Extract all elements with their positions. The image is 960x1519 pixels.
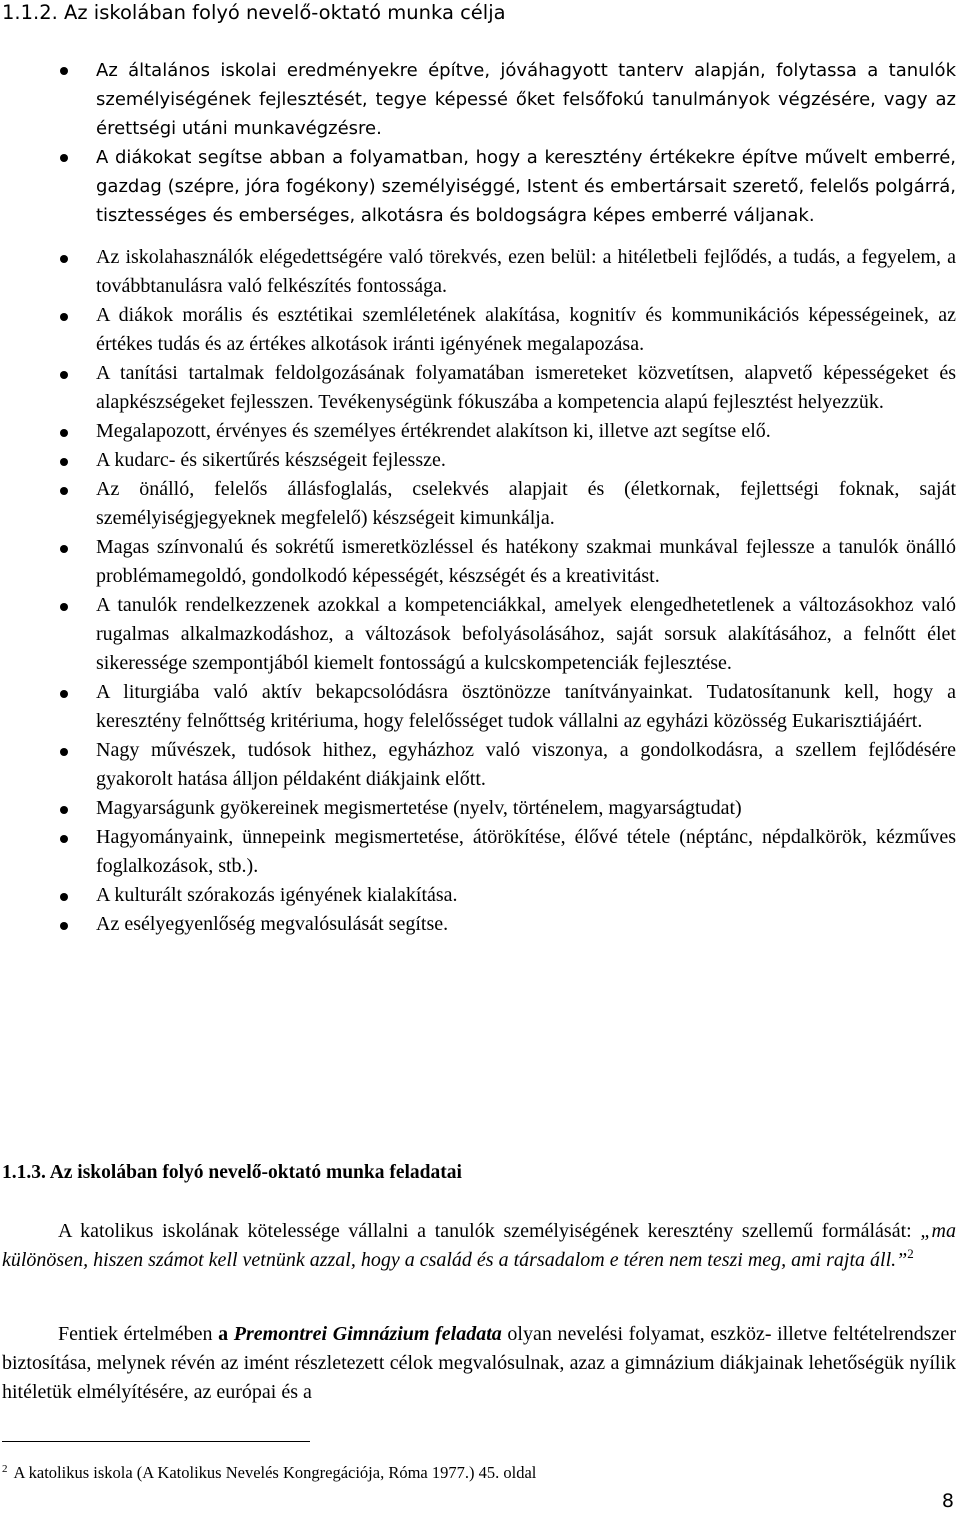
section-heading-tasks xyxy=(2,1160,462,1186)
bullet-icon xyxy=(60,154,68,162)
section-number: 1.1.2. xyxy=(2,1,58,24)
list-item: A kulturált szórakozás igényének kialakítása. xyxy=(0,881,960,910)
goals-list-sans xyxy=(0,56,960,230)
quote: „ma különösen, hiszen számot kell vetnünk azzal, hogy a család és a társadalom e téren nem teszi meg, ami rajta áll.” xyxy=(2,1220,956,1271)
footnote-text: A katolikus iskola (A Katolikus Nevelés Kongregációja, Róma 1977.) 45. oldal xyxy=(13,1463,537,1482)
list-item: Magas színvonalú és sokrétű ismeretközléssel és hatékony szakmai munkával fejlessze a tanulók önálló problémamegoldó, gondolkodó képességét, készségét és a kreativitást. xyxy=(0,533,960,591)
footnote-reference[interactable]: 2 xyxy=(907,1246,914,1261)
list-item: A tanulók rendelkezzenek azokkal a kompetenciákkal, amelyek elengedhetetlenek a változásokhoz való rugalmas alkalmazkodáshoz, a változások befolyásolásához, saját sorsuk alakításához, a felnőtt élet sikeressége szempontjából kiemelt fontosságú a kulcskompetenciák fejlesztése. xyxy=(0,591,960,678)
bullet-icon xyxy=(60,67,68,75)
bullet-icon xyxy=(60,255,68,263)
bullet-icon xyxy=(60,545,68,553)
list-item: A kudarc- és sikertűrés készségeit fejlessze. xyxy=(0,446,960,475)
bullet-icon xyxy=(60,922,68,930)
bullet-icon xyxy=(60,313,68,321)
school-name-emphasis: Premontrei Gimnázium feladata xyxy=(233,1323,502,1345)
page-number: 8 xyxy=(941,1490,954,1512)
list-item: Nagy művészek, tudósok hithez, egyházhoz való viszonya, a gondolkodásra, a szellem fejlődésére gyakorolt hatása álljon példaként diákjaink előtt. xyxy=(0,736,960,794)
list-item: A diákokat segítse abban a folyamatban, hogy a keresztény értékekre építve művelt emberré, gazdag (szépre, jóra fogékony) személyiséggé, Istent és embertársait szerető, felelős polgárrá, tisztességes és emberséges, alkotásra és boldogságra képes emberré váljanak. xyxy=(0,143,960,230)
section-number: 1.1.3. xyxy=(2,1162,46,1183)
list-item: Hagyományaink, ünnepeink megismertetése, átörökítése, élővé tétele (néptánc, népdalkörök, kézműves foglalkozások, stb.). xyxy=(0,823,960,881)
list-item: Az esélyegyenlőség megvalósulását segítse. xyxy=(0,910,960,939)
bullet-icon xyxy=(60,835,68,843)
paragraph-catholic-school: A katolikus iskolának kötelessége vállalni a tanulók személyiségének keresztény szellemű formálását: „ma különösen, hiszen számot kell vetnünk azzal, hogy a család és a társadalom e téren nem teszi meg, ami rajta áll.”$^2$ xyxy=(2,1220,956,1271)
bullet-icon xyxy=(60,458,68,466)
bullet-icon xyxy=(60,487,68,495)
section-heading-goals xyxy=(2,0,506,26)
section-title: Az iskolában folyó nevelő-oktató munka célja xyxy=(64,1,506,24)
list-item: A diákok morális és esztétikai szemléletének alakítása, kognitív és kommunikációs képességeinek, az értékes tudás és az értékes alkotások iránti igényének megalapozása. xyxy=(0,301,960,359)
list-item: Az önálló, felelős állásfoglalás, cselekvés alapjait és (életkornak, fejlettségi foknak, saját személyiségjegyeknek megfelelő) készségeit kimunkálja. xyxy=(0,475,960,533)
bullet-icon xyxy=(60,690,68,698)
list-item: Az iskolahasználók elégedettségére való törekvés, ezen belül: a hitéletbeli fejlődés, a tudás, a fegyelem, a továbbtanulásra való felkészítés fontossága. xyxy=(0,243,960,301)
list-item: A tanítási tartalmak feldolgozásának folyamatában ismereteket közvetítsen, alapvető képességeket és alapkészségeket fejlesszen. Tevékenységünk fókuszába a kompetencia alapú fejlesztést helyezzük. xyxy=(0,359,960,417)
list-item: Megalapozott, érvényes és személyes értékrendet alakítson ki, illetve azt segítse elő. xyxy=(0,417,960,446)
list-item: Az általános iskolai eredményekre építve, jóváhagyott tanterv alapján, folytassa a tanulók személyiségének fejlesztését, tegye képessé őket felsőfokú tanulmányok végzésére, vagy az érettségi utáni munkavégzésre. xyxy=(0,56,960,143)
footnote-divider xyxy=(2,1441,310,1442)
bullet-icon xyxy=(60,748,68,756)
section-title: Az iskolában folyó nevelő-oktató munka feladatai xyxy=(49,1162,462,1183)
bullet-icon xyxy=(60,603,68,611)
list-item: Magyarságunk gyökereinek megismertetése (nyelv, történelem, magyarságtudat) xyxy=(0,794,960,823)
bullet-icon xyxy=(60,806,68,814)
goals-list-serif xyxy=(0,243,960,939)
paragraph-premontrei: Fentiek értelmében a Premontrei Gimnázium feladata olyan nevelési folyamat, eszköz- illetve feltételrendszer biztosítása, melynek révén az imént részletezett célok megvalósulnak, azaz a gimnázium diákjainak lehetőségük nyílik hitéletük elmélyítésére, az európai és a xyxy=(2,1323,957,1403)
footnote-number: 2 xyxy=(2,1463,8,1475)
bullet-icon xyxy=(60,371,68,379)
list-item: A liturgiába való aktív bekapcsolódásra ösztönözze tanítványainkat. Tudatosítanunk kell, hogy a keresztény felnőttség kritériuma, hogy felelősséget tudok vállalni az egyházi közösség Eukarisztiájáért. xyxy=(0,678,960,736)
bullet-icon xyxy=(60,893,68,901)
bullet-icon xyxy=(60,429,68,437)
footnote xyxy=(2,1462,536,1484)
